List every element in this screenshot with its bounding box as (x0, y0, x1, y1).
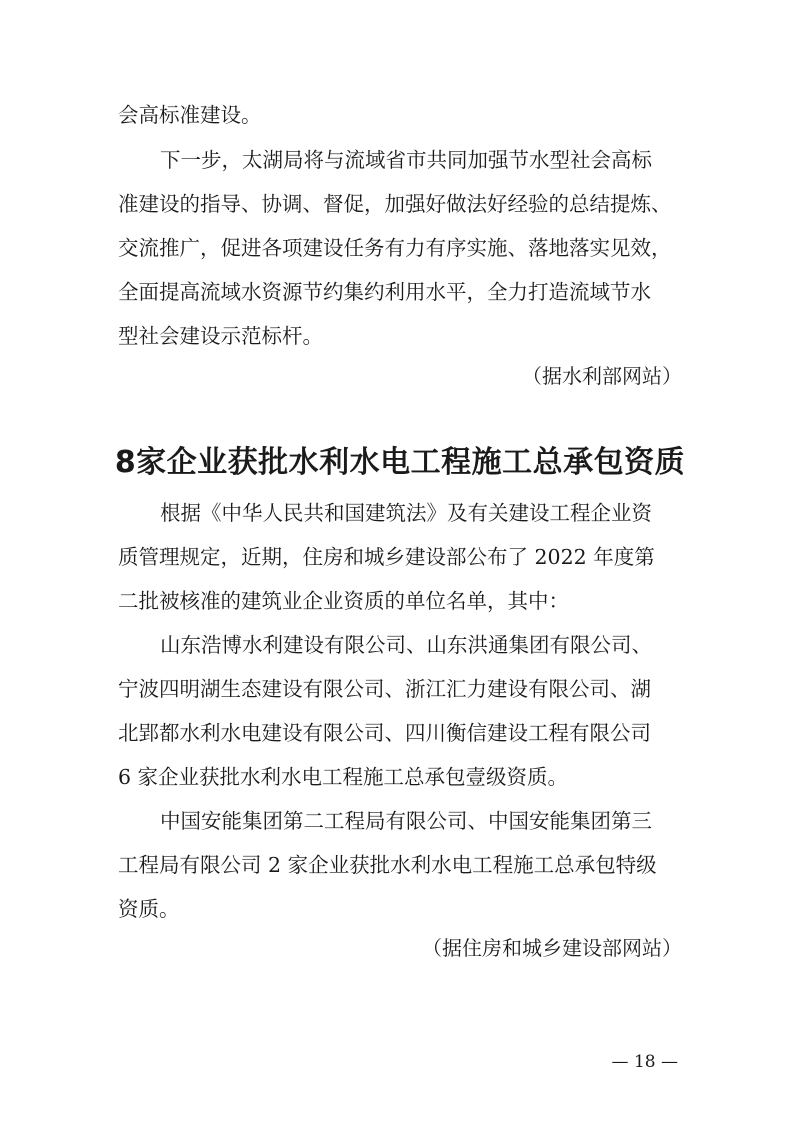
paragraph-line: 准建设的指导、协调、督促，加强好做法好经验的总结提炼、 (118, 192, 672, 216)
paragraph-line: 交流推广，促进各项建设任务有力有序实施、落地落实见效， (118, 236, 672, 260)
paragraph-line: 中国安能集团第二工程局有限公司、中国安能集团第三 (160, 809, 652, 833)
paragraph-line: 会高标准建设。 (118, 103, 262, 127)
paragraph-line: 宁波四明湖生态建设有限公司、浙江汇力建设有限公司、湖 (118, 677, 651, 701)
paragraph-line: 北郢都水利水电建设有限公司、四川衡信建设工程有限公司 (118, 721, 651, 745)
paragraph-line: 二批被核准的建筑业企业资质的单位名单，其中： (118, 589, 569, 613)
paragraph-line: 质管理规定，近期，住房和城乡建设部公布了 2022 年度第 (118, 545, 655, 569)
article-2-title: 8家企业获批水利水电工程施工总承包资质 (114, 445, 686, 480)
paragraph-line: 山东浩博水利建设有限公司、山东洪通集团有限公司、 (160, 633, 652, 657)
paragraph-line: 资质。 (118, 897, 180, 921)
paragraph-line: 全面提高流域水资源节约集约利用水平，全力打造流域节水 (118, 280, 651, 304)
article-1-source: （据水利部网站） (522, 364, 682, 388)
page-number: — 18 — (611, 1052, 678, 1072)
article-2-source: （据住房和城乡建设部网站） (422, 936, 682, 960)
paragraph-line: 6 家企业获批水利水电工程施工总承包壹级资质。 (118, 765, 569, 789)
paragraph-line: 下一步，太湖局将与流域省市共同加强节水型社会高标 (160, 148, 652, 172)
paragraph-line: 根据《中华人民共和国建筑法》及有关建设工程企业资 (160, 501, 652, 525)
paragraph-line: 工程局有限公司 2 家企业获批水利水电工程施工总承包特级 (118, 853, 657, 877)
paragraph-line: 型社会建设示范标杆。 (118, 324, 323, 348)
